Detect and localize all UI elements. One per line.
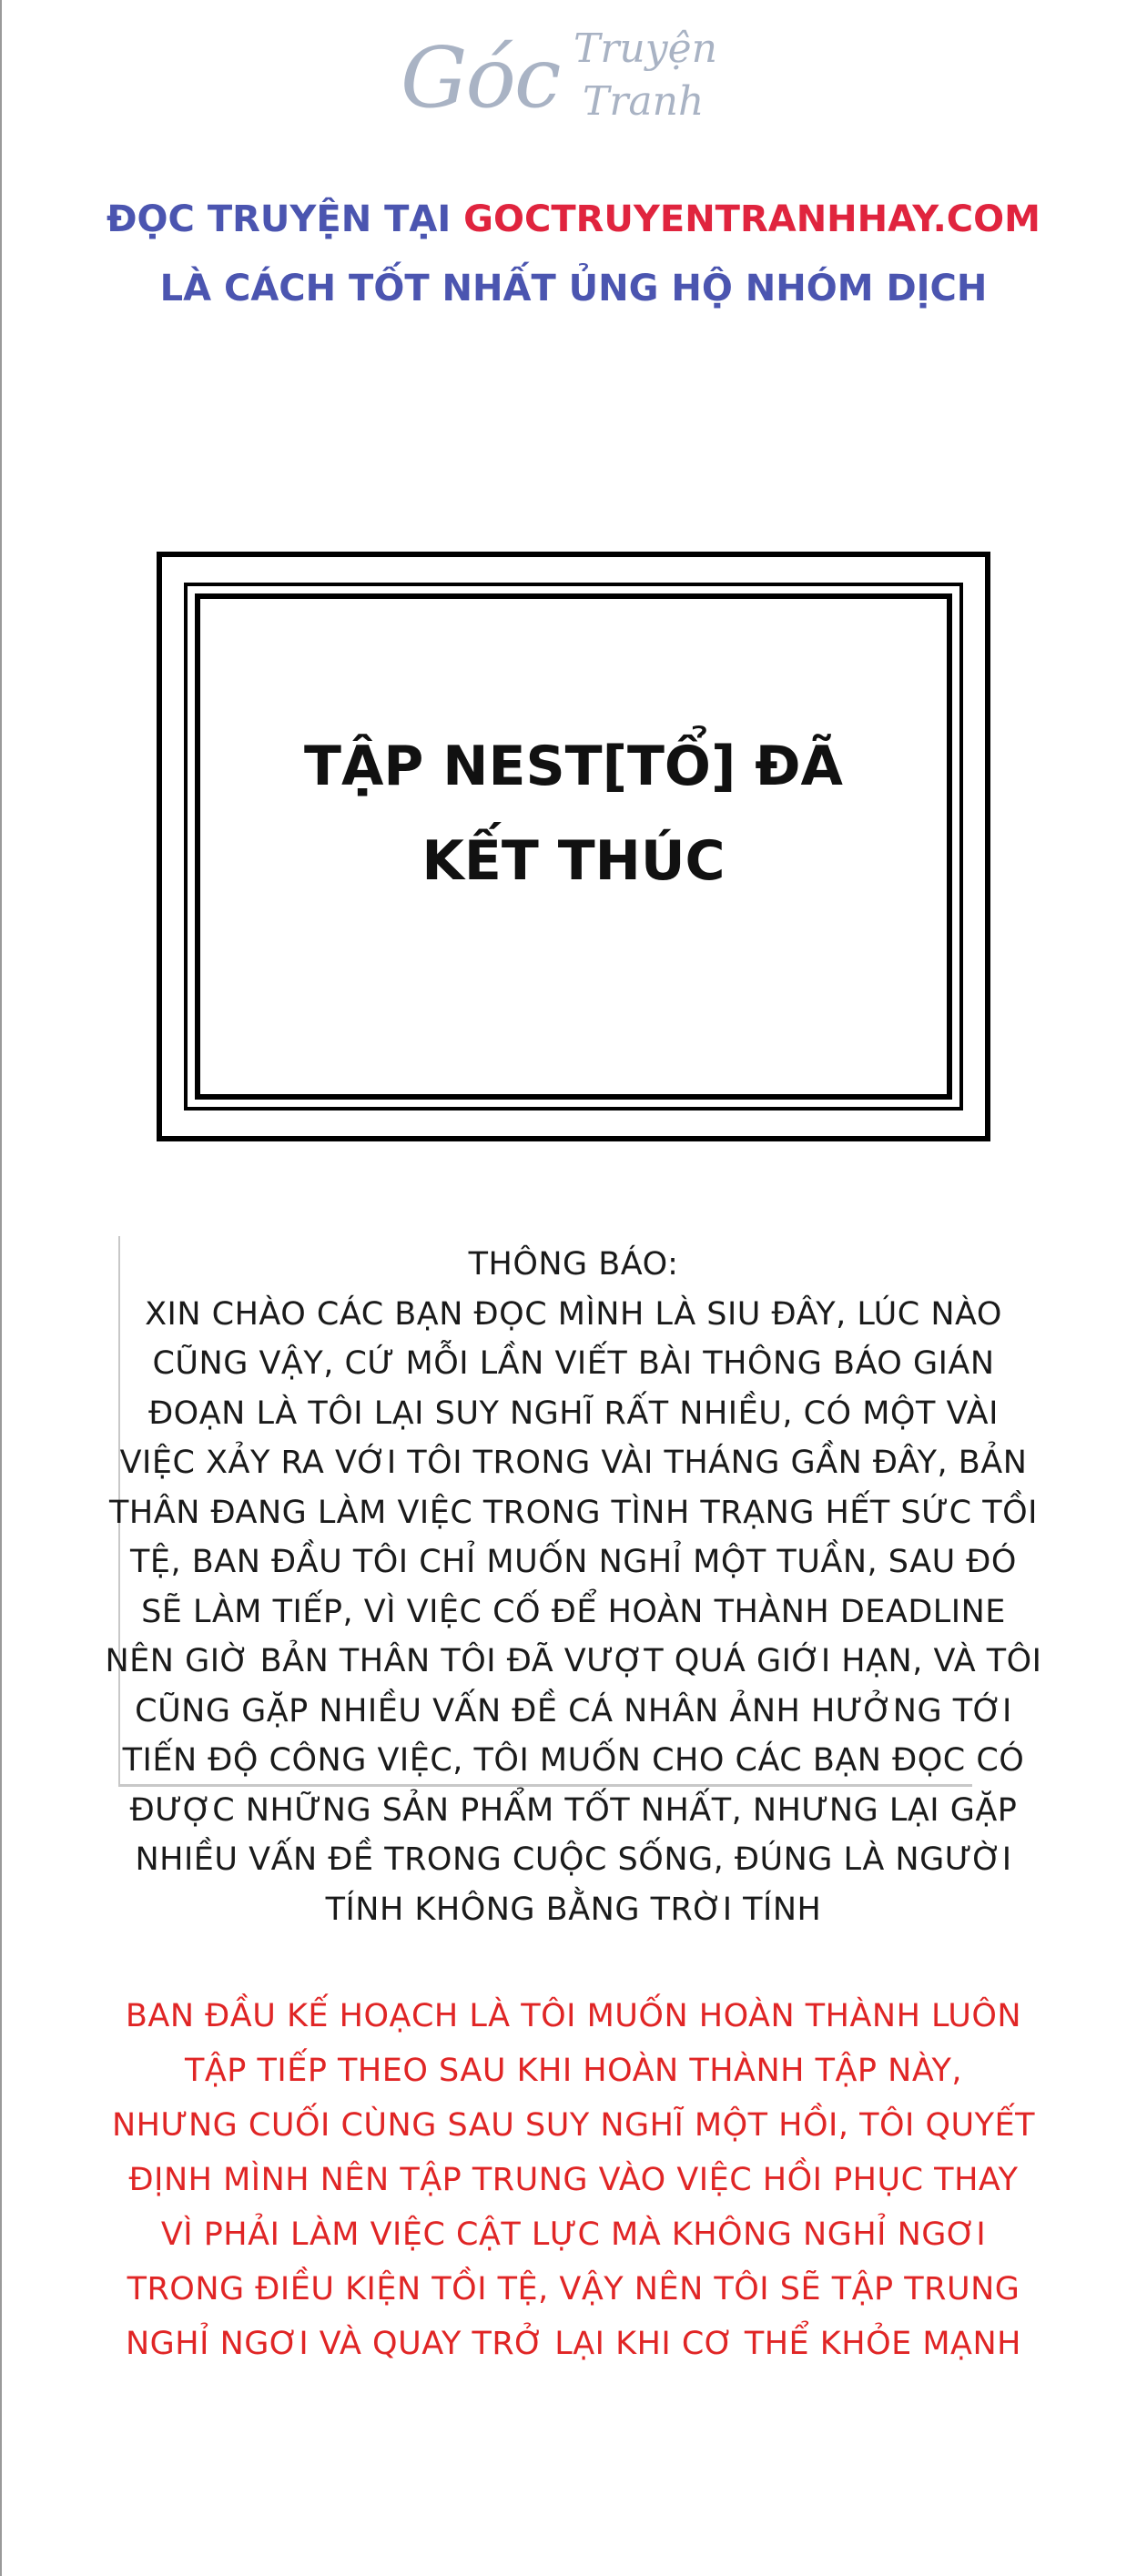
plan-line: TẬP TIẾP THEO SAU KHI HOÀN THÀNH TẬP NÀY, (184, 2053, 963, 2089)
notice-line: TÍNH KHÔNG BẰNG TRỜI TÍNH (325, 1891, 822, 1928)
promo-banner (0, 185, 1147, 323)
notice-line: VIỆC XẢY RA VỚI TÔI TRONG VÀI THÁNG GẦN ĐÂY, BẢN (119, 1445, 1028, 1481)
end-notice-title (195, 719, 952, 908)
plan-line: VÌ PHẢI LÀM VIỆC CẬT LỰC MÀ KHÔNG NGHỈ NGƠI (160, 2216, 987, 2253)
notice-heading: THÔNG BÁO: (468, 1246, 679, 1283)
notice-line: TỆ, BAN ĐẦU TÔI CHỈ MUỐN NGHỈ MỘT TUẦN, SAU ĐÓ (130, 1544, 1017, 1580)
notice-line: ĐOẠN LÀ TÔI LẠI SUY NGHĨ RẤT NHIỀU, CÓ MỘT VÀI (148, 1394, 999, 1432)
notice-line: THÂN ĐANG LÀM VIỆC TRONG TÌNH TRẠNG HẾT SỨC TỒI (109, 1494, 1038, 1531)
notice-line: CŨNG GẶP NHIỀU VẤN ĐỀ CÁ NHÂN ẢNH HƯỞNG TỚI (135, 1692, 1012, 1729)
notice-line: ĐƯỢC NHỮNG SẢN PHẨM TỐT NHẤT, NHƯNG LẠI GẶP (129, 1791, 1018, 1829)
plan-line: TRONG ĐIỀU KIỆN TỒI TỆ, VẬY NÊN TÔI SẼ TẬP TRUNG (127, 2271, 1020, 2307)
notice-line: TIẾN ĐỘ CÔNG VIỆC, TÔI MUỐN CHO CÁC BẠN ĐỌC CÓ (122, 1742, 1025, 1779)
plan-text-block (0, 1989, 1147, 2371)
notice-line: SẼ LÀM TIẾP, VÌ VIỆC CỐ ĐỂ HOÀN THÀNH DEADLINE (141, 1593, 1006, 1630)
plan-line: NHƯNG CUỐI CÙNG SAU SUY NGHĨ MỘT HỒI, TÔI QUYẾT (111, 2107, 1036, 2144)
plan-line: ĐỊNH MÌNH NÊN TẬP TRUNG VÀO VIỆC HỒI PHỤC THAY (128, 2162, 1019, 2198)
promo-line-2: LÀ CÁCH TỐT NHẤT ỦNG HỘ NHÓM DỊCH (159, 268, 988, 309)
end-notice-line-2: KẾT THÚC (421, 829, 726, 893)
notice-line: NHIỀU VẤN ĐỀ TRONG CUỘC SỐNG, ĐÚNG LÀ NGƯỜI (135, 1841, 1012, 1878)
notice-line: XIN CHÀO CÁC BẠN ĐỌC MÌNH LÀ SIU ĐÂY, LÚC NÀO (145, 1295, 1002, 1333)
notice-line: CŨNG VẬY, CỨ MỖI LẦN VIẾT BÀI THÔNG BÁO GIÁN (152, 1345, 995, 1382)
notice-text-block (0, 1240, 1147, 1934)
promo-line-1 (0, 185, 1147, 254)
logo-main-text: Góc (401, 29, 560, 127)
promo-prefix: ĐỌC TRUYỆN TẠI (107, 198, 464, 240)
site-logo (401, 20, 783, 147)
promo-site-link: GOCTRUYENTRANHHAY.COM (463, 198, 1040, 240)
end-notice-line-1: TẬP NEST[TỔ] ĐÃ (304, 735, 843, 798)
logo-sub-bottom-text: Tranh (583, 78, 705, 125)
plan-line: BAN ĐẦU KẾ HOẠCH LÀ TÔI MUỐN HOÀN THÀNH LUÔN (125, 1998, 1022, 2034)
plan-line: NGHỈ NGƠI VÀ QUAY TRỞ LẠI KHI CƠ THỂ KHỎE MẠNH (126, 2326, 1021, 2362)
notice-line: NÊN GIỜ BẢN THÂN TÔI ĐÃ VƯỢT QUÁ GIỚI HẠN, VÀ TÔI (105, 1643, 1042, 1679)
logo-sub-top-text: Truyện (574, 25, 717, 72)
